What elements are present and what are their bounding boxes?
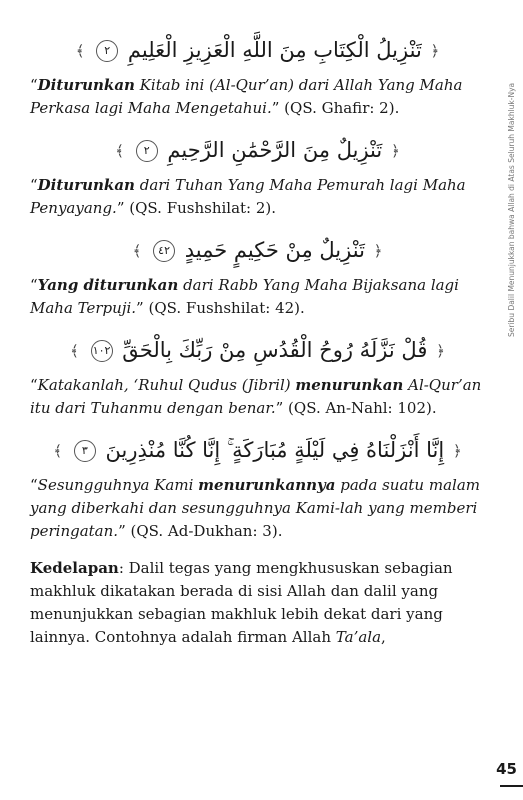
verse-reference: (QS. Fushshilat: 2). <box>129 199 277 217</box>
ornament-bracket-icon: ﴿ <box>436 342 445 360</box>
highlight-word: Yang diturunkan <box>37 276 179 294</box>
verse-number: ٢ <box>96 40 118 62</box>
verse-number: ١٠٢ <box>91 340 113 362</box>
ornament-bracket-icon: ﴾ <box>75 42 85 60</box>
verse-text: قُلْ نَزَّلَهُ رُوحُ الْقُدُسِ مِنْ رَبِّكَ بِالْحَقِّ <box>122 338 428 362</box>
ornament-bracket-icon: ﴿ <box>390 142 400 160</box>
ornament-bracket-icon: ﴾ <box>70 342 79 360</box>
verse-number: ٣ <box>74 440 96 462</box>
translation: “Sesungguhnya Kami menurunkannya pada suatu malam yang diberkahi dan sesungguhnya Kami-lah yang memberi peringatan.” (QS. Ad-Dukhan: 3). <box>30 476 480 540</box>
ornament-bracket-icon: ﴾ <box>53 442 63 460</box>
highlight-word: Diturunkan <box>37 176 135 194</box>
running-header: Seribu Dalil Menunjukkan bahwa Allah di Atas Seluruh Makhluk-Nya <box>507 82 516 337</box>
arabic-verse <box>30 230 485 274</box>
section-label: Kedelapan <box>30 559 119 577</box>
ornament-bracket-icon: ﴿ <box>373 242 383 260</box>
arabic-verse <box>30 130 485 174</box>
page-number: 45 <box>496 760 517 778</box>
translation: “Diturunkan dari Tuhan Yang Maha Pemurah lagi Maha Penyayang.” (QS. Fushshilat: 2). <box>30 176 466 217</box>
highlight-word: menurunkannya <box>198 476 336 494</box>
verse-text: تَنْزِيلٌ مِنْ حَكِيمٍ حَمِيدٍ <box>184 238 365 262</box>
arabic-verse <box>30 430 485 474</box>
ornament-bracket-icon: ﴿ <box>430 42 440 60</box>
highlight-word: Diturunkan <box>37 76 135 94</box>
arabic-verse <box>30 330 485 374</box>
verse-text: إِنَّا أَنْزَلْنَاهُ فِي لَيْلَةٍ مُبَارَكَةٍ ۚ إِنَّا كُنَّا مُنْذِرِينَ <box>105 438 445 462</box>
translation: “Katakanlah, ‘Ruhul Qudus (Jibril) menurunkan Al-Qur’an itu dari Tuhanmu dengan benar.” (QS. An-Nahl: 102). <box>30 376 482 417</box>
translation: “Diturunkan Kitab ini (Al-Qur’an) dari Allah Yang Maha Perkasa lagi Maha Mengetahui.” (QS. Ghafir: 2). <box>30 76 463 117</box>
verse-text: تَنْزِيلُ الْكِتَابِ مِنَ اللَّهِ الْعَزِيزِ الْعَلِيمِ <box>127 38 422 62</box>
verse-reference: (QS. Fushshilat: 42). <box>148 299 305 317</box>
verse-reference: (QS. Ad-Dukhan: 3). <box>130 522 283 540</box>
ornament-bracket-icon: ﴾ <box>115 142 125 160</box>
body-paragraph: Kedelapan: Dalil tegas yang mengkhususkan sebagian makhluk dikatakan berada di sisi Allah dan dalil yang menunjukkan sebagian makhluk lebih dekat dari yang lainnya. Contohnya adalah firman Allah Ta’ala, <box>30 559 453 646</box>
translation: “Yang diturunkan dari Rabb Yang Maha Bijaksana lagi Maha Terpuji.” (QS. Fushshilat: 42). <box>30 276 459 317</box>
verse-reference: (QS. Ghafir: 2). <box>284 99 400 117</box>
arabic-verse <box>30 30 485 74</box>
page-content <box>30 30 485 664</box>
verse-reference: (QS. An-Nahl: 102). <box>288 399 437 417</box>
verse-number: ٤٢ <box>153 240 175 262</box>
page-number-rule <box>500 785 523 787</box>
verse-number: ٢ <box>136 140 158 162</box>
verse-text: تَنْزِيلٌ مِنَ الرَّحْمَٰنِ الرَّحِيمِ <box>167 138 383 162</box>
ornament-bracket-icon: ﴾ <box>132 242 142 260</box>
highlight-word: menurunkan <box>295 376 404 394</box>
ornament-bracket-icon: ﴿ <box>452 442 462 460</box>
